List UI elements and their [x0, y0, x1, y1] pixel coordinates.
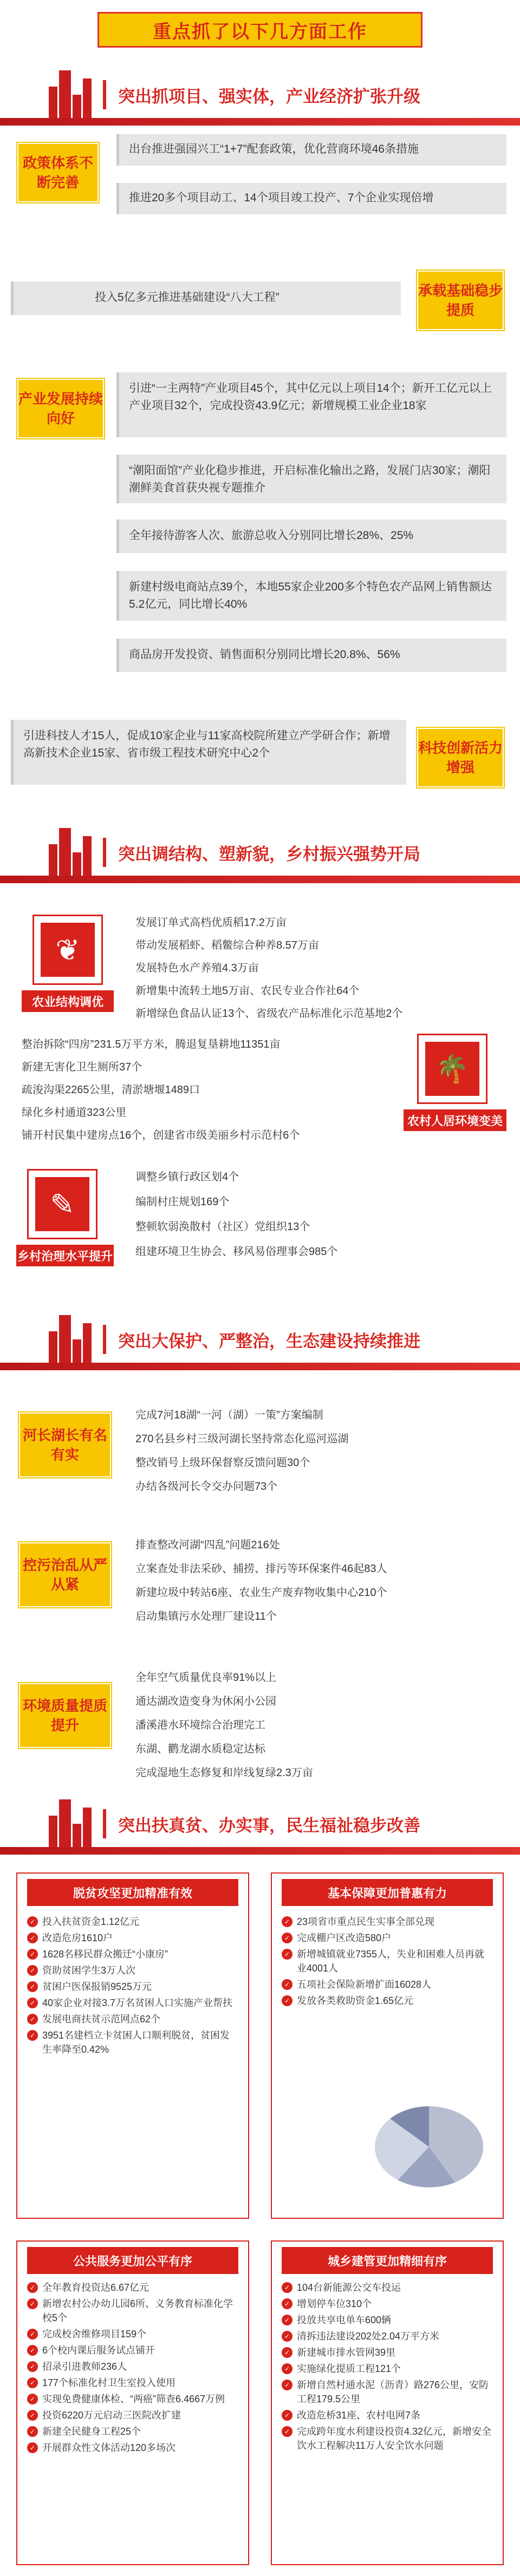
panel-security [271, 1872, 504, 2219]
panel-row: ✓ 3951名建档立卡贫困人口顺利脱贫，贫困发生率降至0.42% [27, 2028, 238, 2056]
panel-body [272, 1909, 503, 2016]
panel-row: ✓ 23项省市重点民生实事全部兑现 [282, 1915, 493, 1929]
river-item: 270名县乡村三级河湖长坚持常态化巡河巡湖 [135, 1433, 349, 1445]
check-icon: ✓ [282, 2426, 292, 2437]
tag-river: 河长湖长有名有实 [19, 1412, 111, 1477]
gov-item: 编制村庄规划169个 [135, 1196, 230, 1208]
tag-living: 农村人居环境变美 [404, 1109, 506, 1131]
panel-row: ✓ 开展群众性文体活动120多场次 [27, 2441, 238, 2455]
tag-tech: 科技创新活力增强 [417, 728, 504, 787]
panel-row: ✓ 完成校舍维修项目159个 [27, 2327, 238, 2341]
gov-list [135, 1169, 337, 1260]
section3-title: 突出大保护、严整治，生态建设持续推进 [103, 1320, 482, 1358]
industry-item-3: 全年接待游客人次、旅游总收入分别同比增长28%、25% [116, 520, 506, 553]
tag-agri: 农业结构调优 [22, 990, 114, 1012]
main-banner-title: 重点抓了以下几方面工作 [153, 21, 367, 42]
panel-row: ✓ 104台新能源公交车投运 [282, 2281, 493, 2295]
living-list [22, 1036, 300, 1144]
living-item: 整治拆除“四房”231.5万平方米，腾退复垦耕地11351亩 [22, 1039, 281, 1050]
panel-title: 公共服务更加公平有序 [27, 2247, 238, 2274]
living-item: 疏浚沟渠2265公里，清淤塘堰1489口 [22, 1084, 200, 1096]
panel-row: ✓ 投入扶贫资金1.12亿元 [27, 1915, 238, 1929]
panel-row: ✓ 1628名移民群众搬迁“小康房” [27, 1947, 238, 1961]
panel-title: 城乡建管更加精细有序 [282, 2247, 493, 2274]
panel-row: ✓ 资助贫困学生3万人次 [27, 1963, 238, 1977]
living-item: 绿化乡村通道323公里 [22, 1107, 127, 1119]
industry-item-2: “潮阳面馆”产业化稳步推进，开启标准化输出之路，发展门店30家；潮阳潮鲜美食首获央视专题推介 [116, 455, 506, 503]
agri-item: 新增绿色食品认证13个、省级农产品标准化示范基地2个 [135, 1008, 403, 1020]
panel-urban-rural [271, 2240, 504, 2565]
panel-body [272, 2277, 503, 2461]
panel-row: ✓ 投资6220万元启动三医院改扩建 [27, 2408, 238, 2422]
section-divider [0, 876, 520, 883]
tag-industry: 产业发展持续向好 [17, 379, 104, 438]
check-icon: ✓ [27, 1949, 38, 1960]
tech-item: 引进科技人才15人，促成10家企业与11家高校院所建立产学研合作；新增高新技术企业15家、省市级工程技术研究中心2个 [11, 720, 406, 785]
skyline-decoration [49, 1310, 92, 1369]
control-item: 新建垃圾中转站6座、农业生产废弃物收集中心210个 [135, 1587, 387, 1599]
check-icon: ✓ [27, 2282, 38, 2293]
river-item: 办结各级河长令交办问题73个 [135, 1481, 278, 1493]
check-icon: ✓ [27, 2030, 38, 2041]
gov-item: 整顿软弱涣散村（社区）党组织13个 [135, 1221, 310, 1233]
section2-title: 突出调结构、塑新貌，乡村振兴强势开局 [103, 833, 482, 871]
check-icon: ✓ [27, 2426, 38, 2437]
check-icon: ✓ [27, 1916, 38, 1927]
check-icon: ✓ [282, 2315, 292, 2325]
panel-row: ✓ 发展电商扶贫示范网点62个 [27, 2012, 238, 2026]
panel-row: ✓ 新建全民健身工程25个 [27, 2424, 238, 2439]
agri-list [135, 915, 402, 1022]
env-list [135, 1670, 313, 1781]
panel-row: ✓ 投放共享电单车600辆 [282, 2313, 493, 2327]
section1-title: 突出抓项目、强实体，产业经济扩张升级 [103, 76, 482, 114]
panel-row: ✓ 清拆违法建设202处2.04万平方米 [282, 2329, 493, 2343]
check-icon: ✓ [27, 2442, 38, 2453]
panel-row: ✓ 五项社会保险新增扩面16028人 [282, 1977, 493, 1992]
check-icon: ✓ [282, 2410, 292, 2421]
check-icon: ✓ [27, 2345, 38, 2356]
agri-item: 带动发展稻虾、稻鳖综合种养8.57万亩 [135, 939, 319, 951]
check-icon: ✓ [282, 1916, 292, 1927]
section-divider [0, 118, 520, 126]
control-item: 启动集镇污水处理厂建设11个 [135, 1611, 277, 1622]
living-item: 新建无害化卫生厕所37个 [22, 1061, 142, 1073]
check-icon: ✓ [27, 1933, 38, 1943]
tag-infra: 承载基础稳步提质 [417, 271, 504, 330]
check-icon: ✓ [27, 1965, 38, 1976]
infra-item: 投入5亿多元推进基础建设“八大工程” [11, 281, 401, 315]
tag-env: 环境质量提质提升 [19, 1683, 111, 1748]
skyline-decoration [49, 65, 92, 124]
river-item: 整改销号上级环保督察反馈问题30个 [135, 1457, 310, 1469]
check-icon: ✓ [282, 1995, 292, 2006]
panel-row: ✓ 177个标准化村卫生室投入使用 [27, 2376, 238, 2390]
pie-decoration [375, 2106, 483, 2187]
check-icon: ✓ [27, 1997, 38, 2008]
industry-item-1: 引进“一主两特”产业项目45个，其中亿元以上项目14个；新开工亿元以上产业项目32个，完成投资43.9亿元；新增规模工业企业18家 [116, 372, 506, 437]
panel-row: ✓ 改造危房1610户 [27, 1931, 238, 1945]
check-icon: ✓ [27, 2377, 38, 2388]
panel-row: ✓ 新建城市排水管网39里 [282, 2345, 493, 2360]
panel-poverty [16, 1872, 249, 2219]
panel-row: ✓ 新增城镇就业7355人，失业和困难人员再就业4001人 [282, 1947, 493, 1975]
palette-icon: ✎ [27, 1169, 98, 1239]
panel-title: 基本保障更加普惠有力 [282, 1879, 493, 1906]
panel-body [17, 2277, 248, 2463]
palm-tree-icon: 🌴 [417, 1034, 487, 1104]
industry-item-4: 新建村级电商站点39个，本地55家企业200多个特色农产品网上销售额达5.2亿元，同比增长40% [116, 571, 506, 621]
check-icon: ✓ [282, 1933, 292, 1943]
env-item: 通达湖改造变身为休闲小公园 [135, 1696, 276, 1707]
check-icon: ✓ [282, 2331, 292, 2342]
gov-item: 组建环境卫生协会、移风易俗理事会985个 [135, 1246, 338, 1258]
check-icon: ✓ [27, 2014, 38, 2025]
control-item: 立案查处非法采砂、捕捞、排污等环保案件46起83人 [135, 1563, 387, 1575]
tag-gov: 乡村治理水平提升 [16, 1245, 114, 1266]
main-banner [98, 12, 422, 48]
agri-item: 发展订单式高档优质稻17.2万亩 [135, 917, 287, 929]
panel-row: ✓ 40家企业对接3.7万名贫困人口实施产业帮扶 [27, 1996, 238, 2010]
agri-item: 发展特色水产养殖4.3万亩 [135, 962, 259, 974]
panel-row: ✓ 新增农村公办幼儿园6所、义务教育标准化学校5个 [27, 2297, 238, 2325]
panel-row: ✓ 招录引进教师236人 [27, 2360, 238, 2374]
check-icon: ✓ [27, 1981, 38, 1992]
panel-row: ✓ 实现免费健康体检、“两癌”筛查6.4667万例 [27, 2392, 238, 2406]
control-item: 排查整改河湖“四乱”问题216处 [135, 1539, 280, 1551]
skyline-decoration [49, 823, 92, 882]
skyline-decoration [49, 1794, 92, 1854]
env-item: 完成湿地生态修复和岸线复绿2.3万亩 [135, 1767, 313, 1779]
panel-row: ✓ 6个校内课后服务试点铺开 [27, 2343, 238, 2357]
river-item: 完成7河18湖“一河（湖）一策”方案编制 [135, 1409, 323, 1421]
tag-control: 控污治乱从严从紧 [19, 1542, 111, 1607]
check-icon: ✓ [282, 2282, 292, 2293]
control-list [135, 1537, 387, 1625]
panel-row: ✓ 贫困户医保报销9525万元 [27, 1980, 238, 1994]
section-divider [0, 1363, 520, 1370]
check-icon: ✓ [27, 2410, 38, 2421]
tag-policy: 政策体系不断完善 [17, 143, 99, 202]
check-icon: ✓ [282, 2363, 292, 2374]
industry-item-5: 商品房开发投资、销售面积分别同比增长20.8%、56% [116, 639, 506, 672]
check-icon: ✓ [282, 1979, 292, 1990]
section-divider [0, 1847, 520, 1855]
panel-row: ✓ 实施绿化提质工程121个 [282, 2362, 493, 2376]
section4-title: 突出扶真贫、办实事，民生福祉稳步改善 [103, 1805, 482, 1843]
panel-row: ✓ 完成跨年度水利建设投资4.32亿元，新增安全饮水工程解决11万人安全饮水问题 [282, 2424, 493, 2453]
env-item: 东湖、鹳龙湖水质稳定达标 [135, 1743, 265, 1755]
check-icon: ✓ [27, 2329, 38, 2340]
policy-item-2: 推进20多个项目动工、14个项目竣工投产、7个企业实现倍增 [116, 183, 506, 214]
check-icon: ✓ [282, 2298, 292, 2309]
check-icon: ✓ [27, 2298, 38, 2309]
panel-row: ✓ 全年教育投资达6.67亿元 [27, 2281, 238, 2295]
check-icon: ✓ [27, 2394, 38, 2404]
panel-row: ✓ 改造危桥31座、农村电网7条 [282, 2408, 493, 2422]
check-icon: ✓ [27, 2361, 38, 2372]
panel-row: ✓ 新增自然村通水泥（沥青）路276公里，安防工程179.5公里 [282, 2378, 493, 2406]
panel-row: ✓ 发放各类救助资金1.65亿元 [282, 1994, 493, 2008]
check-icon: ✓ [282, 2347, 292, 2358]
panel-row: ✓ 完成棚户区改造580户 [282, 1931, 493, 1945]
gov-item: 调整乡镇行政区划4个 [135, 1171, 239, 1183]
river-list [135, 1407, 348, 1495]
env-item: 全年空气质量优良率91%以上 [135, 1672, 277, 1684]
panel-body [17, 1909, 248, 2065]
panel-public-service [16, 2240, 249, 2565]
agri-item: 新增集中流转土地5万亩、农民专业合作社64个 [135, 985, 360, 997]
check-icon: ✓ [282, 1949, 292, 1960]
panel-row: ✓ 增划停车位310个 [282, 2297, 493, 2311]
env-item: 潘溪港水环境综合治理完工 [135, 1719, 265, 1731]
check-icon: ✓ [282, 2380, 292, 2390]
living-item: 铺开村民集中建房点16个，创建省市级美丽乡村示范村6个 [22, 1129, 300, 1141]
panel-title: 脱贫攻坚更加精准有效 [27, 1879, 238, 1906]
agriculture-icon: ❦ [32, 915, 103, 985]
policy-item-1: 出台推进强园兴工“1+7”配套政策，优化营商环境46条措施 [116, 134, 506, 166]
